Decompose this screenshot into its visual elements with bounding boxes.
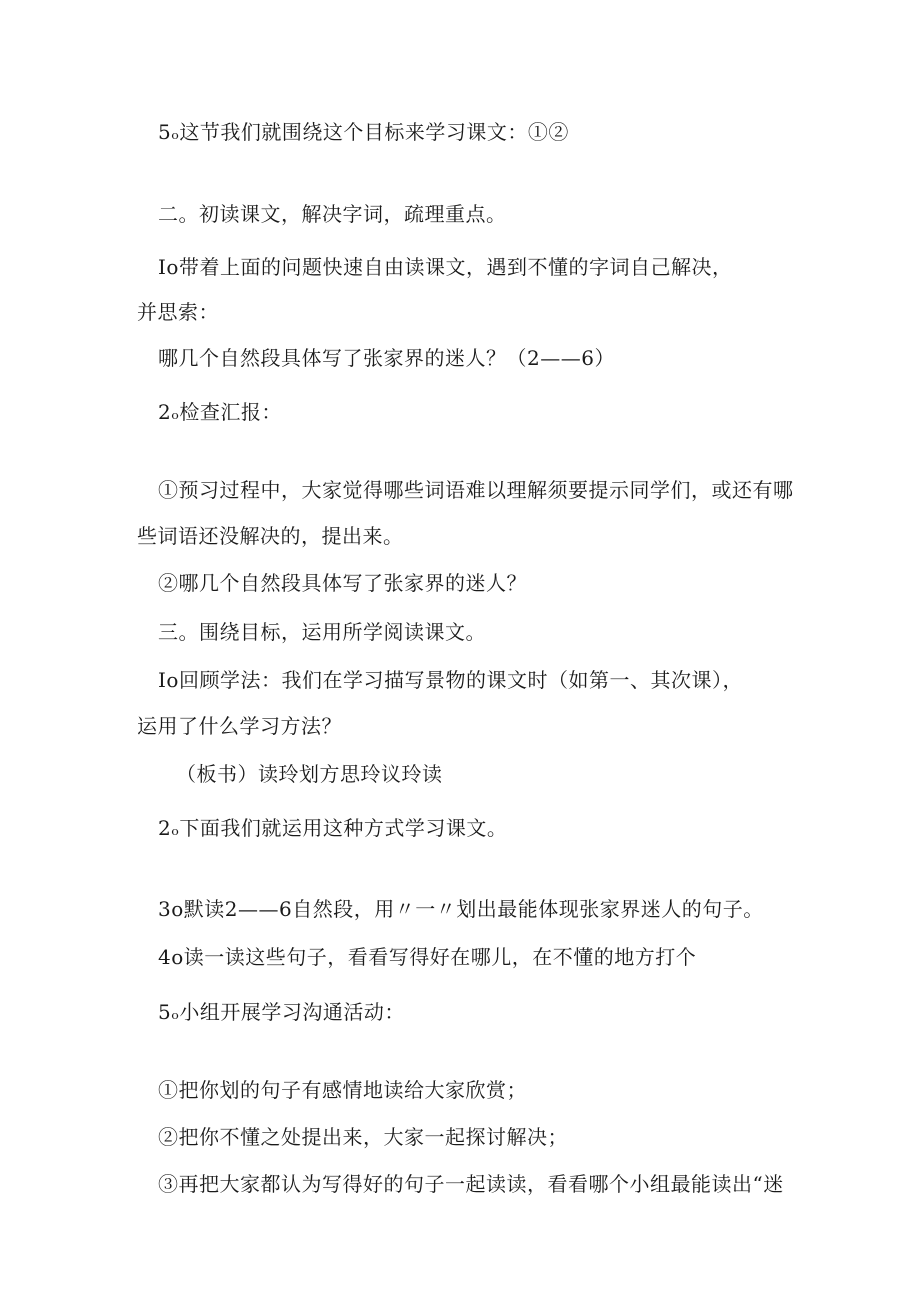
text-line: ③再把大家都认为写得好的句子一起读读，看看哪个小组最能读出“迷 (158, 1172, 784, 1196)
text-line: 5ₒ小组开展学习沟通活动： (158, 1000, 405, 1024)
text-line: ②把你不懂之处提出来，大家一起探讨解决； (158, 1125, 568, 1149)
text-line: 5ₒ这节我们就围绕这个目标来学习课文：①② (158, 120, 569, 144)
text-line: 4o读一读这些句子，看看写得好在哪儿，在不懂的地方打个 (158, 945, 697, 969)
text-line: ②哪几个自然段具体写了张家界的迷人？ (158, 571, 527, 595)
section-heading: 二。初读课文，解决字词，疏理重点。 (158, 202, 507, 226)
text-line: ①把你划的句子有感情地读给大家欣赏； (158, 1078, 527, 1102)
text-line: 2ₒ检查汇报： (158, 400, 282, 424)
text-line: （板书）读玲划方思玲议玲读 (176, 762, 443, 786)
text-line: ①预习过程中，大家觉得哪些词语难以理解须要提示同学们，或还有哪 (158, 478, 794, 502)
text-line: Io带着上面的问题快速自由读课文，遇到不懂的字词自己解决， (158, 255, 733, 279)
text-line: 哪几个自然段具体写了张家界的迷人？（2——6） (158, 346, 615, 370)
text-line: 些词语还没解决的，提出来。 (137, 524, 404, 548)
text-line: Io回顾学法：我们在学习描写景物的课文时（如第一、其次课）， (158, 668, 743, 692)
section-heading: 三。围绕目标，运用所学阅读课文。 (158, 620, 486, 644)
text-line: 3o默读2——6自然段，用〃一〃划出最能体现张家界迷人的句子。 (158, 897, 764, 921)
text-line: 2ₒ下面我们就运用这种方式学习课文。 (158, 816, 508, 840)
text-line: 运用了什么学习方法？ (137, 714, 342, 738)
text-line: 并思索： (137, 300, 219, 324)
